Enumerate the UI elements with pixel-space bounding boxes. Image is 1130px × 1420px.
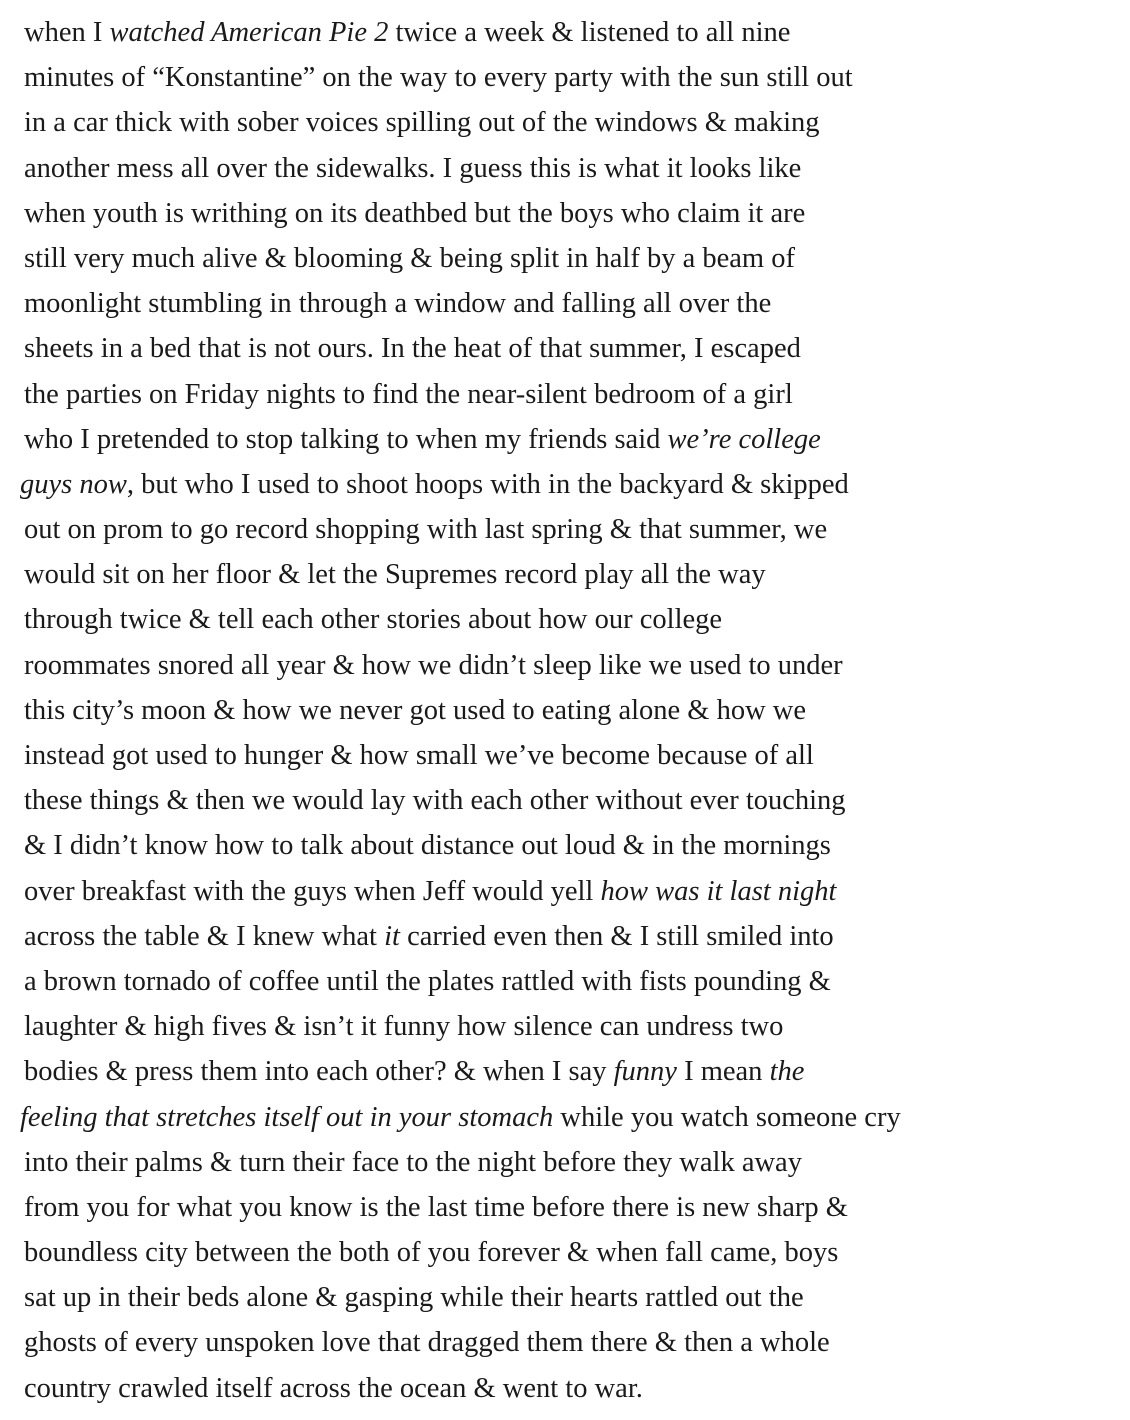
text-segment: this city’s moon & how we never got used to eating alone & how we (24, 694, 807, 726)
text-segment: a brown tornado of coffee until the plates rattled with fists pounding & (24, 965, 831, 997)
poem-line (24, 1185, 1104, 1230)
poem-line (24, 869, 1104, 914)
poem-line (24, 1275, 1104, 1320)
text-segment: sat up in their beds alone & gasping while their hearts rattled out the (24, 1282, 804, 1314)
italic-phrase: it (384, 920, 400, 952)
text-segment: while you watch someone cry (553, 1101, 901, 1133)
text-segment: out on prom to go record shopping with last spring & that summer, we (24, 514, 828, 546)
italic-phrase: feeling that stretches itself out in your stomach (20, 1101, 554, 1133)
prose-poem (20, 10, 1104, 1411)
text-segment: & I didn’t know how to talk about distance out loud & in the mornings (24, 830, 831, 862)
text-segment: instead got used to hunger & how small we’ve become because of all (24, 740, 814, 771)
text-segment: ghosts of every unspoken love that dragged them there & then a whole (24, 1327, 830, 1359)
italic-phrase: how was it last night (600, 875, 837, 907)
poem-line (20, 1095, 1104, 1140)
text-segment: who I pretended to stop talking to when my friends said (24, 423, 668, 455)
poem-line (24, 1320, 1104, 1365)
poem-line (24, 597, 1104, 642)
poem-line (24, 10, 1104, 55)
text-segment: through twice & tell each other stories about how our college (24, 604, 723, 636)
text-segment: roommates snored all year & how we didn’t sleep like we used to under (24, 649, 843, 681)
italic-phrase: watched American Pie 2 (109, 17, 389, 48)
poem-line (24, 733, 1104, 778)
poem-line (24, 688, 1104, 733)
poem-line (24, 191, 1104, 236)
italic-phrase: we’re college (667, 423, 821, 455)
poem-line (24, 1004, 1104, 1049)
text-segment: another mess all over the sidewalks. I guess this is what it looks like (24, 152, 802, 184)
poem-line (24, 823, 1104, 868)
poem-line (24, 1049, 1104, 1094)
poem-line (24, 507, 1104, 552)
poem-line (24, 55, 1104, 100)
text-segment: minutes of “Konstantine” on the way to every party with the sun still out (24, 62, 853, 94)
poem-line (24, 1230, 1104, 1275)
text-segment: when youth is writhing on its deathbed but the boys who claim it are (24, 197, 806, 229)
poem-line (24, 100, 1104, 145)
poem-line (24, 643, 1104, 688)
italic-phrase: guys now (20, 468, 127, 500)
text-segment: moonlight stumbling in through a window and falling all over the (24, 288, 772, 320)
poem-line (24, 959, 1104, 1004)
text-segment: in a car thick with sober voices spilling out of the windows & making (24, 107, 820, 139)
text-segment: across the table & I knew what (24, 920, 385, 952)
text-segment: would sit on her floor & let the Supremes record play all the way (24, 559, 766, 591)
poem-line (24, 552, 1104, 597)
text-segment: country crawled itself across the ocean & went to war. (24, 1372, 643, 1404)
text-segment: boundless city between the both of you forever & when fall came, boys (24, 1237, 839, 1269)
poem-line (20, 462, 1104, 507)
text-segment: I mean (676, 1056, 770, 1088)
text-segment: still very much alive & blooming & being split in half by a beam of (24, 242, 795, 274)
poem-line (24, 236, 1104, 281)
text-segment: carried even then & I still smiled into (399, 920, 834, 952)
text-segment: into their palms & turn their face to the night before they walk away (24, 1146, 802, 1178)
text-segment: twice a week & listened to all nine (388, 17, 791, 48)
poem-line (24, 326, 1104, 371)
text-segment: bodies & press them into each other? & when I say (24, 1056, 614, 1088)
text-segment: the parties on Friday nights to find the near-silent bedroom of a girl (24, 378, 793, 410)
poem-line (24, 1140, 1104, 1185)
text-segment: these things & then we would lay with each other without ever touching (24, 785, 846, 817)
poem-line (24, 281, 1104, 326)
italic-phrase: funny (613, 1056, 677, 1088)
text-segment: sheets in a bed that is not ours. In the heat of that summer, I escaped (24, 333, 801, 365)
poem-line (24, 417, 1104, 462)
poem-line (24, 778, 1104, 823)
poem-line (24, 1366, 1104, 1411)
text-segment: over breakfast with the guys when Jeff would yell (24, 875, 601, 907)
text-segment: from you for what you know is the last time before there is new sharp & (24, 1191, 848, 1223)
poem-line (24, 146, 1104, 191)
text-segment: when I (24, 17, 110, 48)
poem-line (24, 372, 1104, 417)
italic-phrase: the (769, 1056, 805, 1088)
text-segment: , but who I used to shoot hoops with in the backyard & skipped (126, 468, 849, 500)
poem-line (24, 914, 1104, 959)
text-segment: laughter & high fives & isn’t it funny how silence can undress two (24, 1011, 784, 1043)
